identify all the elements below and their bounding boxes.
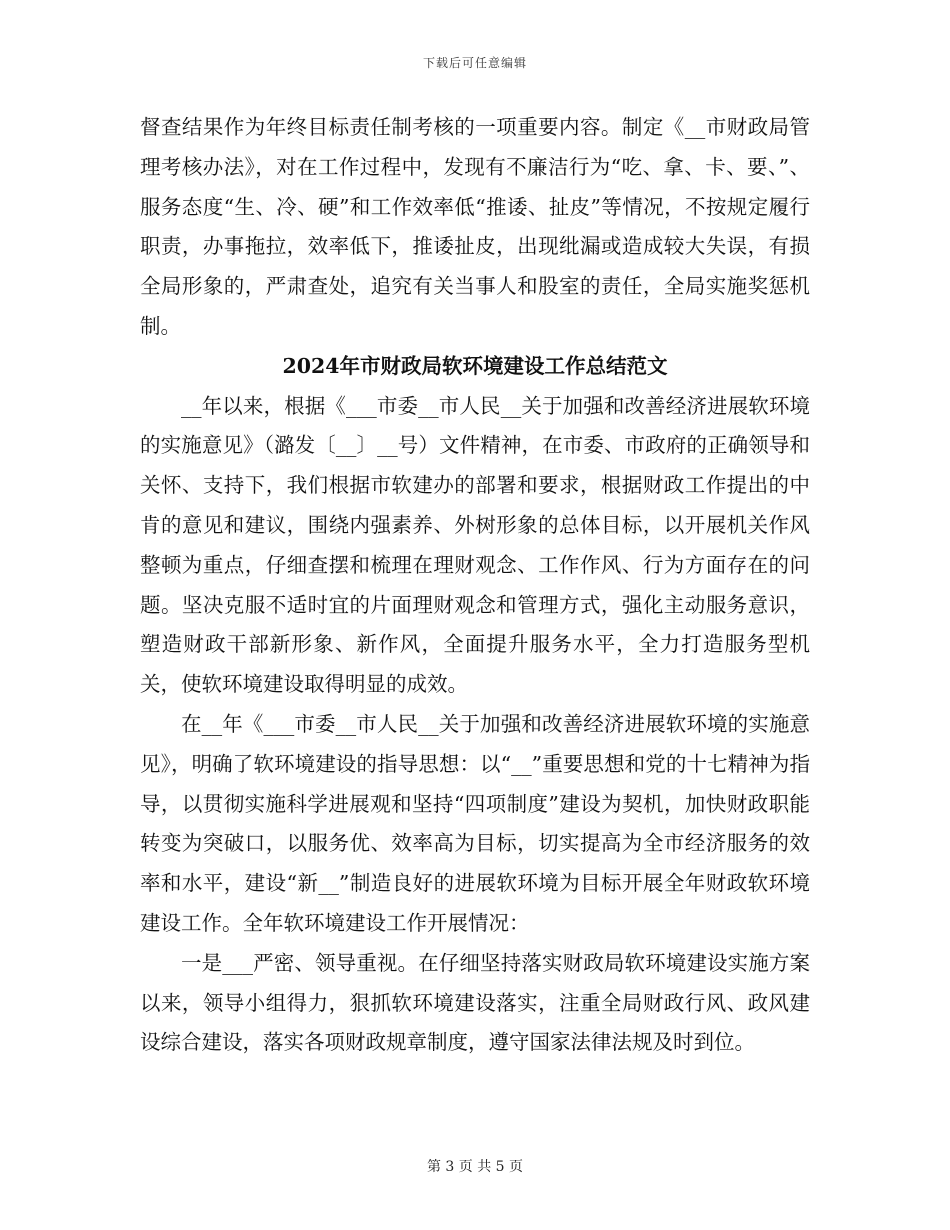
section-title: 2024年市财政局软环境建设工作总结范文	[282, 353, 668, 378]
document-body	[140, 108, 810, 1063]
paragraph-intro: __年以来，根据《___市委__市人民__关于加强和改善经济进展软环境的实施意见》（潞发〔__〕__号）文件精神，在市委、市政府的正确领导和关怀、支持下，我们根据市软建办的部署和要求，根据财政工作提出的中肯的意见和建议，围绕内强素养、外树形象的总体目标，以开展机关作风整顿为重点，仔细查摆和梳理在理财观念、工作作风、行为方面存在的问题。坚决克服不适时宜的片面理财观念和管理方式，强化主动服务意识，塑造财政干部新形象、新作风，全面提升服务水平，全力打造服务型机关，使软环境建设取得明显的成效。	[140, 393, 810, 697]
paragraph-guiding-idea: 在__年《___市委__市人民__关于加强和改善经济进展软环境的实施意见》，明确了软环境建设的指导思想：以“__”重要思想和党的十七精神为指导，以贯彻实施科学进展观和坚持“四项制度”建设为契机，加快财政职能转变为突破口，以服务优、效率高为目标，切实提高为全市经济服务的效率和水平，建设“新__”制造良好的进展软环境为目标开展全年财政软环境建设工作。全年软环境建设工作开展情况：	[140, 711, 810, 935]
paragraph-continuation: 督查结果作为年终目标责任制考核的一项重要内容。制定《__市财政局管理考核办法》，对在工作过程中，发现有不廉洁行为“吃、拿、卡、要、”、服务态度“生、冷、硬”和工作效率低“推诿、扯皮”等情况，不按规定履行职责，办事拖拉，效率低下，推诿扯皮，出现纰漏或造成较大失误，有损全局形象的，严肃查处，追究有关当事人和股室的责任，全局实施奖惩机制。	[140, 115, 810, 338]
paragraph-point-one: 一是___严密、领导重视。在仔细坚持落实财政局软环境建设实施方案以来，领导小组得力，狠抓软环境建设落实，注重全局财政行风、政风建设综合建设，落实各项财政规章制度，遵守国家法律法规及时到位。	[140, 950, 810, 1055]
page-header: 下载后可任意编辑	[422, 56, 527, 70]
page-number: 第 3 页 共 5 页	[426, 1159, 524, 1175]
